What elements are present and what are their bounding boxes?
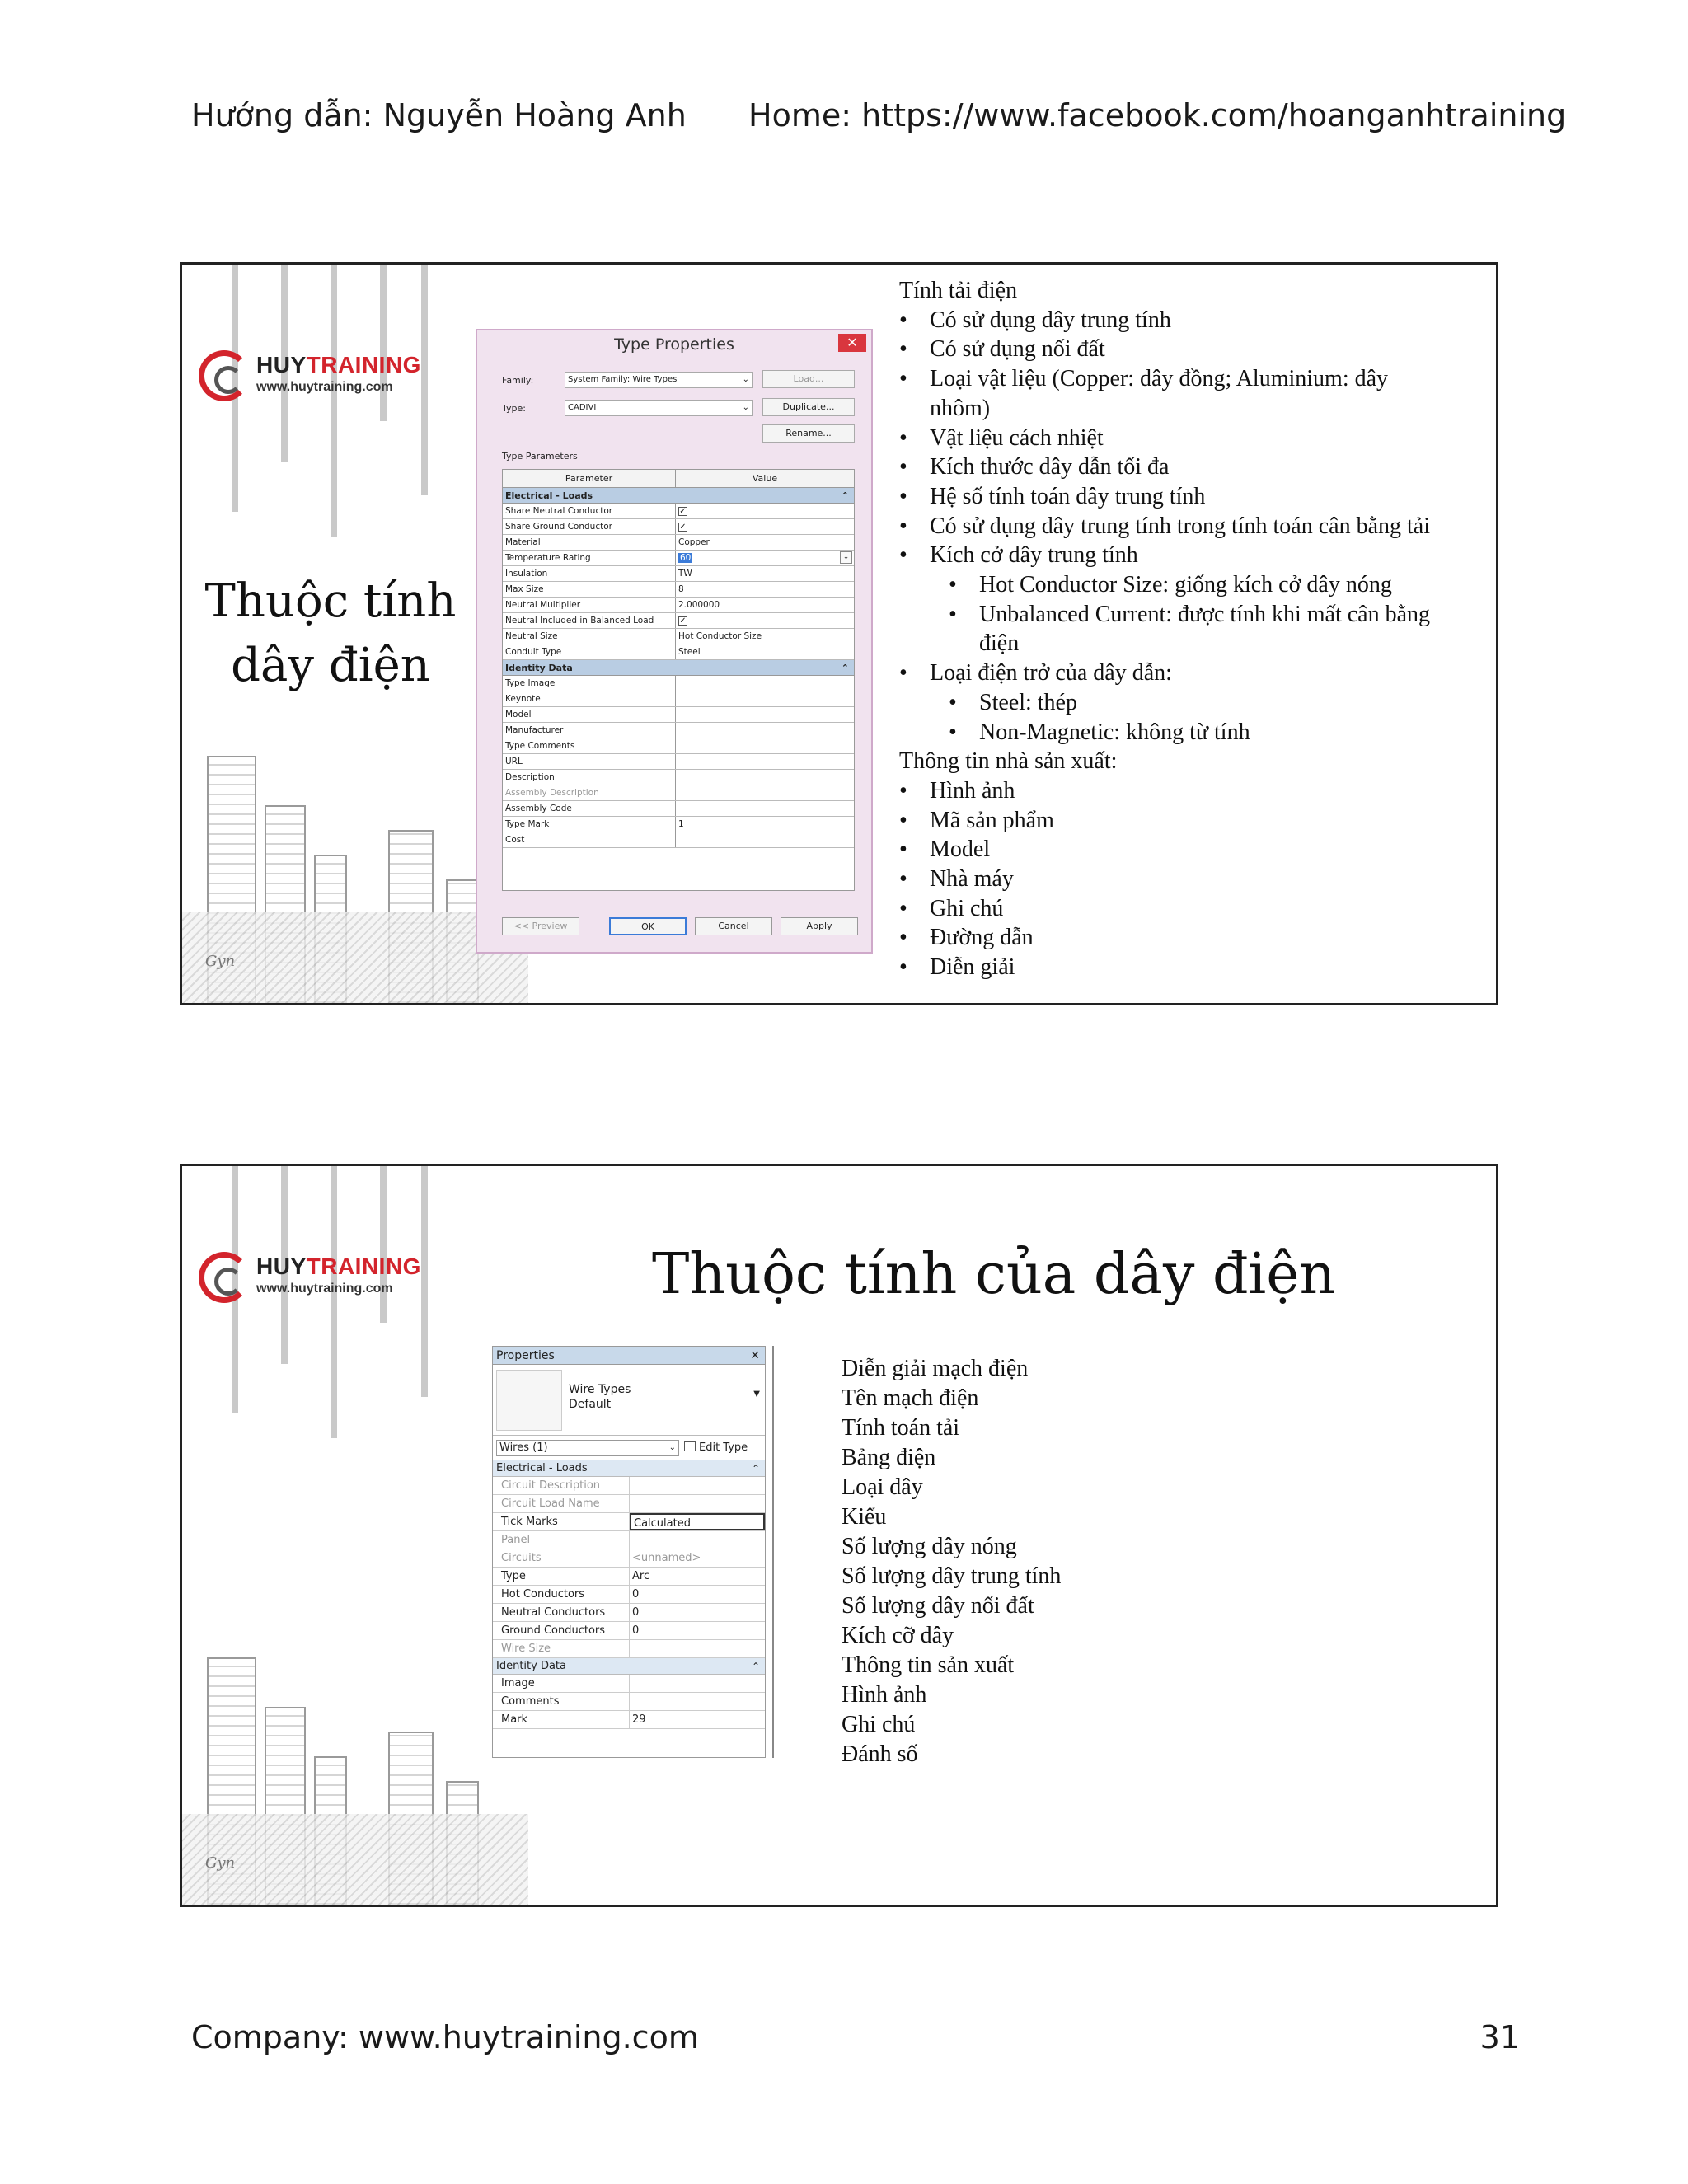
parameter-name: Assembly Description [503,785,676,800]
property-row[interactable] [493,1513,765,1531]
parameter-value[interactable] [676,832,854,847]
list-item: • Ghi chú [899,894,1430,924]
value-text: Steel [678,647,701,657]
header-home-link[interactable]: Home: https://www.facebook.com/hoanganhtraining [748,97,1567,134]
list-item: • Hệ số tính toán dây trung tính [899,482,1430,512]
property-name: Image [493,1675,630,1692]
slide-wire-properties-instance [180,1164,1498,1907]
parameter-name: Neutral Included in Balanced Load [503,613,676,628]
chevron-down-icon[interactable]: ⌄ [840,551,852,564]
parameter-name: Conduit Type [503,644,676,659]
slide2-explanation-list [842,1354,1061,1769]
load-button[interactable]: Load... [762,370,855,388]
parameter-value[interactable] [676,613,854,628]
ok-button[interactable]: OK [609,917,687,935]
parameter-value[interactable] [676,738,854,753]
sketch-signature: Gyn [205,953,236,970]
parameter-row[interactable] [503,738,854,754]
property-value[interactable] [630,1693,765,1710]
list-item: • Có sử dụng nối đất [899,335,1430,364]
property-value[interactable]: 0 [632,1588,640,1601]
list-subitem: • Unbalanced Current: được tính khi mất cân bằng [899,600,1430,630]
parameter-value[interactable] [676,644,854,659]
property-value[interactable] [630,1477,765,1494]
sketch-signature: Gyn [205,1854,236,1872]
collapse-icon: ⌃ [841,490,849,501]
list-item: • Hình ảnh [899,776,1430,806]
list-item: Tên mạch điện [842,1385,979,1411]
footer-company: Company: www.huytraining.com [191,2019,699,2055]
list-heading: Tính tải điện [899,278,1018,303]
apply-button[interactable]: Apply [781,917,858,935]
list-item: Ghi chú [842,1712,916,1737]
property-row[interactable] [493,1693,765,1711]
list-item: • Nhà máy [899,865,1430,894]
selected-value[interactable]: 60 [680,553,692,563]
list-item: Bảng điện [842,1445,936,1470]
parameter-name: Assembly Code [503,801,676,816]
value-text: Hot Conductor Size [678,631,762,641]
list-item: Số lượng dây nóng [842,1534,1017,1559]
parameter-row[interactable] [503,754,854,770]
property-row[interactable] [493,1568,765,1586]
parameter-value[interactable] [676,629,854,644]
property-value[interactable]: Calculated [630,1513,765,1530]
parameter-value[interactable] [676,707,854,722]
parameter-name: Cost [503,832,676,847]
list-subitem-continued: điện [979,630,1020,657]
type-select[interactable]: CADIVI ⌄ [565,400,753,416]
property-name: Ground Conductors [493,1622,630,1639]
parameter-value[interactable] [676,785,854,800]
parameter-value[interactable] [676,582,854,597]
edit-type-button[interactable]: Edit Type [684,1440,748,1456]
property-name: Circuit Description [493,1477,630,1494]
cancel-button[interactable]: Cancel [695,917,772,935]
parameter-row[interactable] [503,598,854,613]
list-item: Hình ảnh [842,1682,927,1708]
parameter-row[interactable] [503,707,854,723]
collapse-icon: ⌃ [751,1463,760,1474]
value-text: 8 [678,584,684,594]
list-item: • Đường dẫn [899,923,1430,953]
type-selector[interactable]: Wire Types Default ▼ [493,1365,765,1436]
parameter-name: Max Size [503,582,676,597]
parameter-name: Type Comments [503,738,676,753]
parameter-row[interactable] [503,785,854,801]
parameter-value[interactable] [676,676,854,691]
parameter-row[interactable] [503,676,854,691]
parameter-row[interactable] [503,644,854,660]
checkbox-checked[interactable]: ✓ [679,507,687,516]
column-parameter: Parameter [503,470,676,487]
parameter-value[interactable] [676,519,854,534]
list-item: • Mã sản phẩm [899,806,1430,836]
parameter-row[interactable] [503,582,854,598]
type-thumbnail [496,1370,562,1431]
property-value[interactable] [630,1531,765,1549]
property-value[interactable]: 0 [632,1606,640,1619]
parameter-name: Neutral Multiplier [503,598,676,612]
parameter-name: Share Ground Conductor [503,519,676,534]
property-name: Neutral Conductors [493,1604,630,1621]
property-value[interactable] [630,1495,765,1512]
preview-button[interactable]: << Preview [502,917,579,935]
parameter-value[interactable] [676,551,854,565]
property-row[interactable] [493,1531,765,1549]
parameter-value[interactable] [676,566,854,581]
parameter-name: Insulation [503,566,676,581]
property-name: Comments [493,1693,630,1710]
edit-type-icon [684,1441,696,1451]
property-name: Circuit Load Name [493,1495,630,1512]
parameter-value[interactable] [676,770,854,785]
property-row[interactable] [493,1675,765,1693]
parameter-row[interactable] [503,691,854,707]
property-row[interactable] [493,1495,765,1513]
checkbox-checked[interactable]: ✓ [679,616,687,626]
parameter-name: Manufacturer [503,723,676,738]
duplicate-button[interactable]: Duplicate... [762,398,855,416]
property-row[interactable] [493,1549,765,1568]
parameter-row[interactable] [503,504,854,519]
property-name: Wire Size [493,1640,630,1657]
checkbox-checked[interactable]: ✓ [679,523,687,532]
parameter-value[interactable] [676,504,854,518]
logo-url: www.huytraining.com [256,1282,393,1296]
property-name: Panel [493,1531,630,1549]
instance-filter-select[interactable]: Wires (1) ⌄ [496,1440,679,1456]
parameter-row[interactable] [503,832,854,848]
list-item: Diễn giải mạch điện [842,1356,1029,1381]
logo-mark-icon [199,1252,250,1303]
property-name: Mark [493,1711,630,1728]
parameter-row[interactable] [503,519,854,535]
parameter-name: URL [503,754,676,769]
list-item: • Có sử dụng dây trung tính trong tính toán cân bằng tải [899,512,1430,541]
property-row[interactable] [493,1622,765,1640]
chevron-down-icon: ▼ [753,1390,760,1399]
properties-title-bar: Properties ✕ [493,1347,765,1365]
property-name: Hot Conductors [493,1586,630,1603]
dialog-title: Type Properties [614,335,734,354]
parameter-row[interactable] [503,613,854,629]
property-row[interactable] [493,1477,765,1495]
slide-wire-properties-type [180,262,1498,1005]
list-subitem: • Non-Magnetic: không từ tính [899,718,1430,748]
parameter-row[interactable] [503,629,854,644]
list-item: Thông tin sản xuất [842,1652,1015,1678]
property-name: Tick Marks [493,1513,630,1530]
parameter-value[interactable] [676,754,854,769]
property-value[interactable] [630,1640,765,1657]
list-item: • Kích cở dây trung tính [899,541,1430,570]
parameter-row[interactable] [503,817,854,832]
parameter-value[interactable] [676,801,854,816]
group-identity-data[interactable]: Identity Data ⌃ [493,1658,765,1675]
list-subitem: • Steel: thép [899,688,1430,718]
list-item: Kiểu [842,1504,887,1530]
property-value[interactable]: Arc [632,1570,650,1582]
slide1-explanation-list [899,276,1430,982]
column-value: Value [752,473,778,484]
header-author: Hướng dẫn: Nguyễn Hoàng Anh [191,97,687,134]
list-item: • Loại điện trở của dây dẫn: [899,658,1430,688]
type-label: Type: [502,403,526,414]
property-row[interactable] [493,1604,765,1622]
value-text: Copper [678,537,710,547]
value-text: 2.000000 [678,600,720,610]
parameter-name: Description [503,770,676,785]
list-item: • Có sử dụng dây trung tính [899,306,1430,335]
parameter-value[interactable] [676,723,854,738]
list-item: Đánh số [842,1741,918,1767]
page-number: 31 [1479,2019,1520,2055]
huytraining-logo: HUYTRAINING www.huytraining.com [199,1249,429,1306]
close-icon[interactable]: ✕ [838,334,866,352]
list-item: Số lượng dây nối đất [842,1593,1034,1619]
parameter-value[interactable] [676,691,854,706]
property-value[interactable]: <unnamed> [632,1552,701,1564]
collapse-icon: ⌃ [751,1661,760,1672]
family-label: Family: [502,375,534,386]
list-item-continued: nhôm) [930,395,991,421]
parameter-name: Share Neutral Conductor [503,504,676,518]
parameter-name: Temperature Rating [503,551,676,565]
type-parameters-grid [502,469,855,891]
list-subitem: • Hot Conductor Size: giống kích cở dây nóng [899,570,1430,600]
list-item: Số lượng dây trung tính [842,1563,1062,1589]
property-value[interactable]: 29 [632,1713,646,1726]
logo-url: www.huytraining.com [256,380,393,394]
list-item: • Model [899,835,1430,865]
property-name: Circuits [493,1549,630,1567]
palette-edge [772,1346,774,1758]
slide2-title: Thuộc tính của dây điện [652,1242,1336,1307]
huytraining-logo: HUYTRAINING www.huytraining.com [199,347,429,405]
list-item: • Loại vật liệu (Copper: dây đồng; Aluminium: dây [899,364,1430,394]
list-item: • Diễn giải [899,953,1430,982]
chevron-down-icon: ⌄ [742,375,749,384]
parameter-name: Model [503,707,676,722]
parameter-value[interactable] [676,817,854,832]
group-electrical-loads[interactable]: Electrical - Loads ⌃ [493,1460,765,1477]
close-icon[interactable]: ✕ [750,1349,760,1362]
list-item: • Kích thước dây dẫn tối đa [899,452,1430,482]
property-value[interactable] [630,1675,765,1692]
property-value[interactable]: 0 [632,1624,640,1637]
parameter-row[interactable] [503,801,854,817]
property-row[interactable] [493,1586,765,1604]
parameter-value[interactable] [676,535,854,550]
parameter-name: Type Image [503,676,676,691]
value-text: TW [678,569,692,579]
property-row[interactable] [493,1711,765,1729]
list-item: Loại dây [842,1474,923,1500]
list-item: Tính toán tải [842,1415,960,1441]
list-item: Kích cỡ dây [842,1623,954,1648]
value-text: 1 [678,819,684,829]
parameter-row[interactable] [503,535,854,551]
property-row[interactable] [493,1640,765,1658]
rename-button[interactable]: Rename... [762,424,855,443]
parameter-name: Neutral Size [503,629,676,644]
type-properties-dialog [476,329,873,954]
chevron-down-icon: ⌄ [668,1443,676,1452]
parameter-value[interactable] [676,598,854,612]
parameter-row[interactable] [503,770,854,785]
family-select[interactable]: System Family: Wire Types ⌄ [565,372,753,388]
parameter-name: Material [503,535,676,550]
slide1-title: Thuộc tính dây điện [204,574,457,692]
collapse-icon: ⌃ [841,663,849,673]
chevron-down-icon: ⌄ [742,403,749,412]
group-identity-data[interactable]: Identity Data ⌃ [503,660,854,676]
parameter-row[interactable] [503,723,854,738]
parameter-row[interactable] [503,566,854,582]
parameter-name: Keynote [503,691,676,706]
list-item: • Vật liệu cách nhiệt [899,424,1430,453]
group-electrical-loads[interactable]: Electrical - Loads ⌃ [503,488,854,504]
logo-mark-icon [199,350,250,401]
type-parameters-label: Type Parameters [502,451,578,462]
parameter-name: Type Mark [503,817,676,832]
property-name: Type [493,1568,630,1585]
list-heading: Thông tin nhà sản xuất: [899,748,1118,775]
properties-palette [492,1346,766,1758]
parameter-row[interactable] [503,551,854,566]
